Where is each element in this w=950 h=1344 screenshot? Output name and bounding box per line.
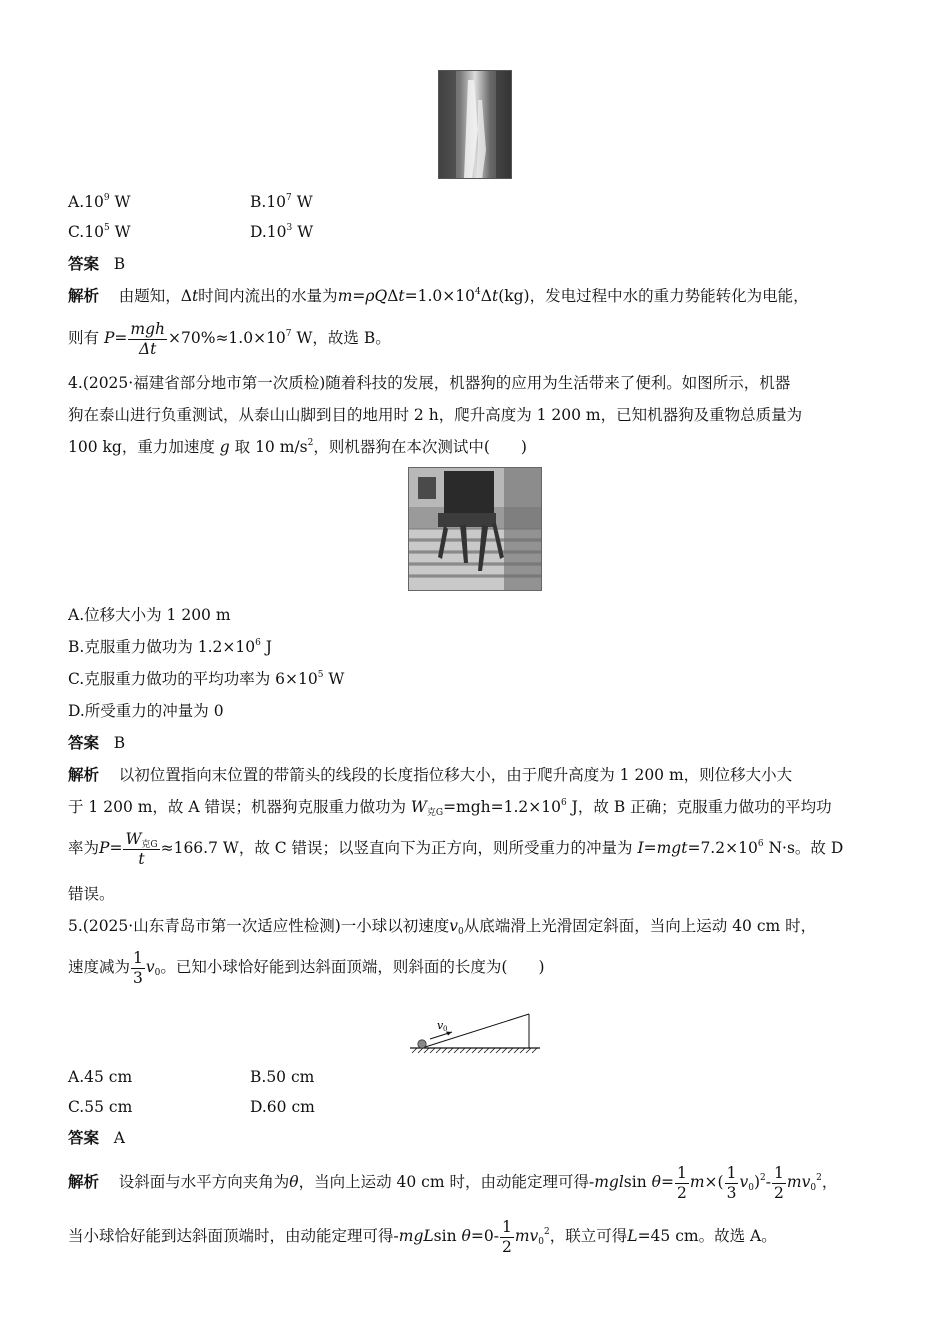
q4-answer: 答案 B — [68, 734, 126, 752]
q3-analysis-line2: 则有 P= $\frac{\text{mgh}}{\Delta t}$ $\times 70\%\approx 1.0\times 10^7$ W，故选 B。 — [68, 319, 391, 358]
q5-option-c: C.55 cm — [68, 1098, 133, 1116]
third-fraction-2: $\frac{1}{3}$ — [726, 1163, 737, 1202]
ground-hatch — [412, 1048, 537, 1053]
q4-option-c: C.克服重力做功的平均功率为 $6\times 10^5$ W — [68, 670, 345, 688]
robot-dog-photo — [408, 467, 542, 591]
q5-stem-line2: 速度减为 $\frac{1}{3}$ $v_0$。已知小球恰好能到达斜面顶端，则斜面的长度为( ) — [68, 948, 545, 987]
q4-analysis-line3: 率为P= $\frac{W_{克G}}{t}$ ≈166.7 W，故 C 错误；以竖直向下为正方向，则所受重力的冲量为 $I=mgt=7.2\times 10^6$ N·s。故 D — [68, 829, 844, 868]
q3-options-row1 — [68, 191, 313, 213]
q5-answer: 答案 A — [68, 1129, 125, 1147]
half-fraction-2: $\frac{1}{2}$ — [774, 1163, 784, 1202]
q5-options-row1 — [68, 1066, 315, 1088]
q4-stem-line3: 100 kg，重力加速度 g 取 10 $m/s^2$，则机器狗在本次测试中( ) — [68, 438, 527, 456]
half-fraction-3: $\frac{1}{2}$ — [501, 1217, 512, 1256]
q3-answer: 答案 B — [68, 255, 126, 273]
q3-option-d: $D.10^3$ W — [250, 223, 314, 241]
q4-stem-line1: 4.(2025·福建省部分地市第一次质检)随着科技的发展，机器狗的应用为生活带来了便利。如图所示，机器 — [68, 374, 791, 392]
power-fraction: $\frac{\text{mgh}}{\Delta t}$ — [130, 319, 165, 358]
q5-analysis-line2: 当小球恰好能到达斜面顶端时，由动能定理可得-mgLsin θ=0- $\frac{1}{2}$ $mv_0^2$，联立可得L=45 cm。故选 A。 — [68, 1217, 777, 1256]
one-third-fraction: $\frac{1}{3}$ — [133, 948, 143, 987]
q3-analysis-line1: 解析 由题知，Δt时间内流出的水量为$m=\rho Q\Delta t=1.0\times 10^4\Delta t(kg)$，发电过程中水的重力势能转化为电能， — [68, 287, 809, 305]
q3-option-c: $C.10^5$ W — [68, 223, 131, 241]
q3-options-row2 — [68, 221, 314, 243]
velocity-label-sub: 0 — [443, 1025, 448, 1033]
half-fraction-1: $\frac{1}{2}$ — [676, 1163, 687, 1202]
q4-analysis-line2: 于 1 200 m，故 A 错误；机器狗克服重力做功为 $W_{克G}=mgh=1.2\times 10^6$ J，故 B 正确；克服重力做功的平均功 — [68, 798, 832, 818]
waterfall-photo — [438, 70, 512, 179]
ball — [418, 1040, 426, 1048]
q5-analysis-line1: 解析 设斜面与水平方向夹角为θ，当向上运动 40 cm 时，由动能定理可得-mglsin θ= $\frac{1}{2}$ m×( $\frac{1}{3}$ $v_0)^2-$ $\frac{1}{2}$ $mv_0^2$， — [68, 1163, 838, 1202]
q3-option-b: $B.10^7$ W — [250, 193, 313, 211]
q4-analysis-line4: 错误。 — [68, 885, 115, 903]
q4-option-a: A.位移大小为 1 200 m — [68, 606, 231, 624]
avg-power-fraction: $\frac{W_{克G}}{t}$ — [125, 829, 158, 868]
q4-option-b: B.克服重力做功为 $1.2\times 10^6$ J — [68, 638, 272, 656]
q4-stem-line2: 狗在泰山进行负重测试，从泰山山脚到目的地用时 2 h，爬升高度为 1 200 m，已知机器狗及重物总质量为 — [68, 406, 803, 424]
incline-figure — [408, 1012, 544, 1054]
q5-option-b: B.50 cm — [250, 1068, 315, 1086]
q4-option-d: D.所受重力的冲量为 0 — [68, 702, 224, 720]
q5-stem-line1: 5.(2025·山东青岛市第一次适应性检测)一小球以初速度$v_0$从底端滑上光滑固定斜面，当向上运动 40 cm 时， — [68, 917, 817, 937]
q5-option-d: D.60 cm — [250, 1098, 315, 1116]
q3-option-a: $A.10^9$ W — [68, 193, 131, 211]
q4-analysis-line1: 解析 以初位置指向末位置的带箭头的线段的长度指位移大小，由于爬升高度为 1 200 m，则位移大小大 — [68, 766, 793, 784]
q5-options-row2 — [68, 1096, 315, 1118]
velocity-label: v — [437, 1019, 444, 1032]
q5-option-a: A.45 cm — [68, 1068, 133, 1086]
